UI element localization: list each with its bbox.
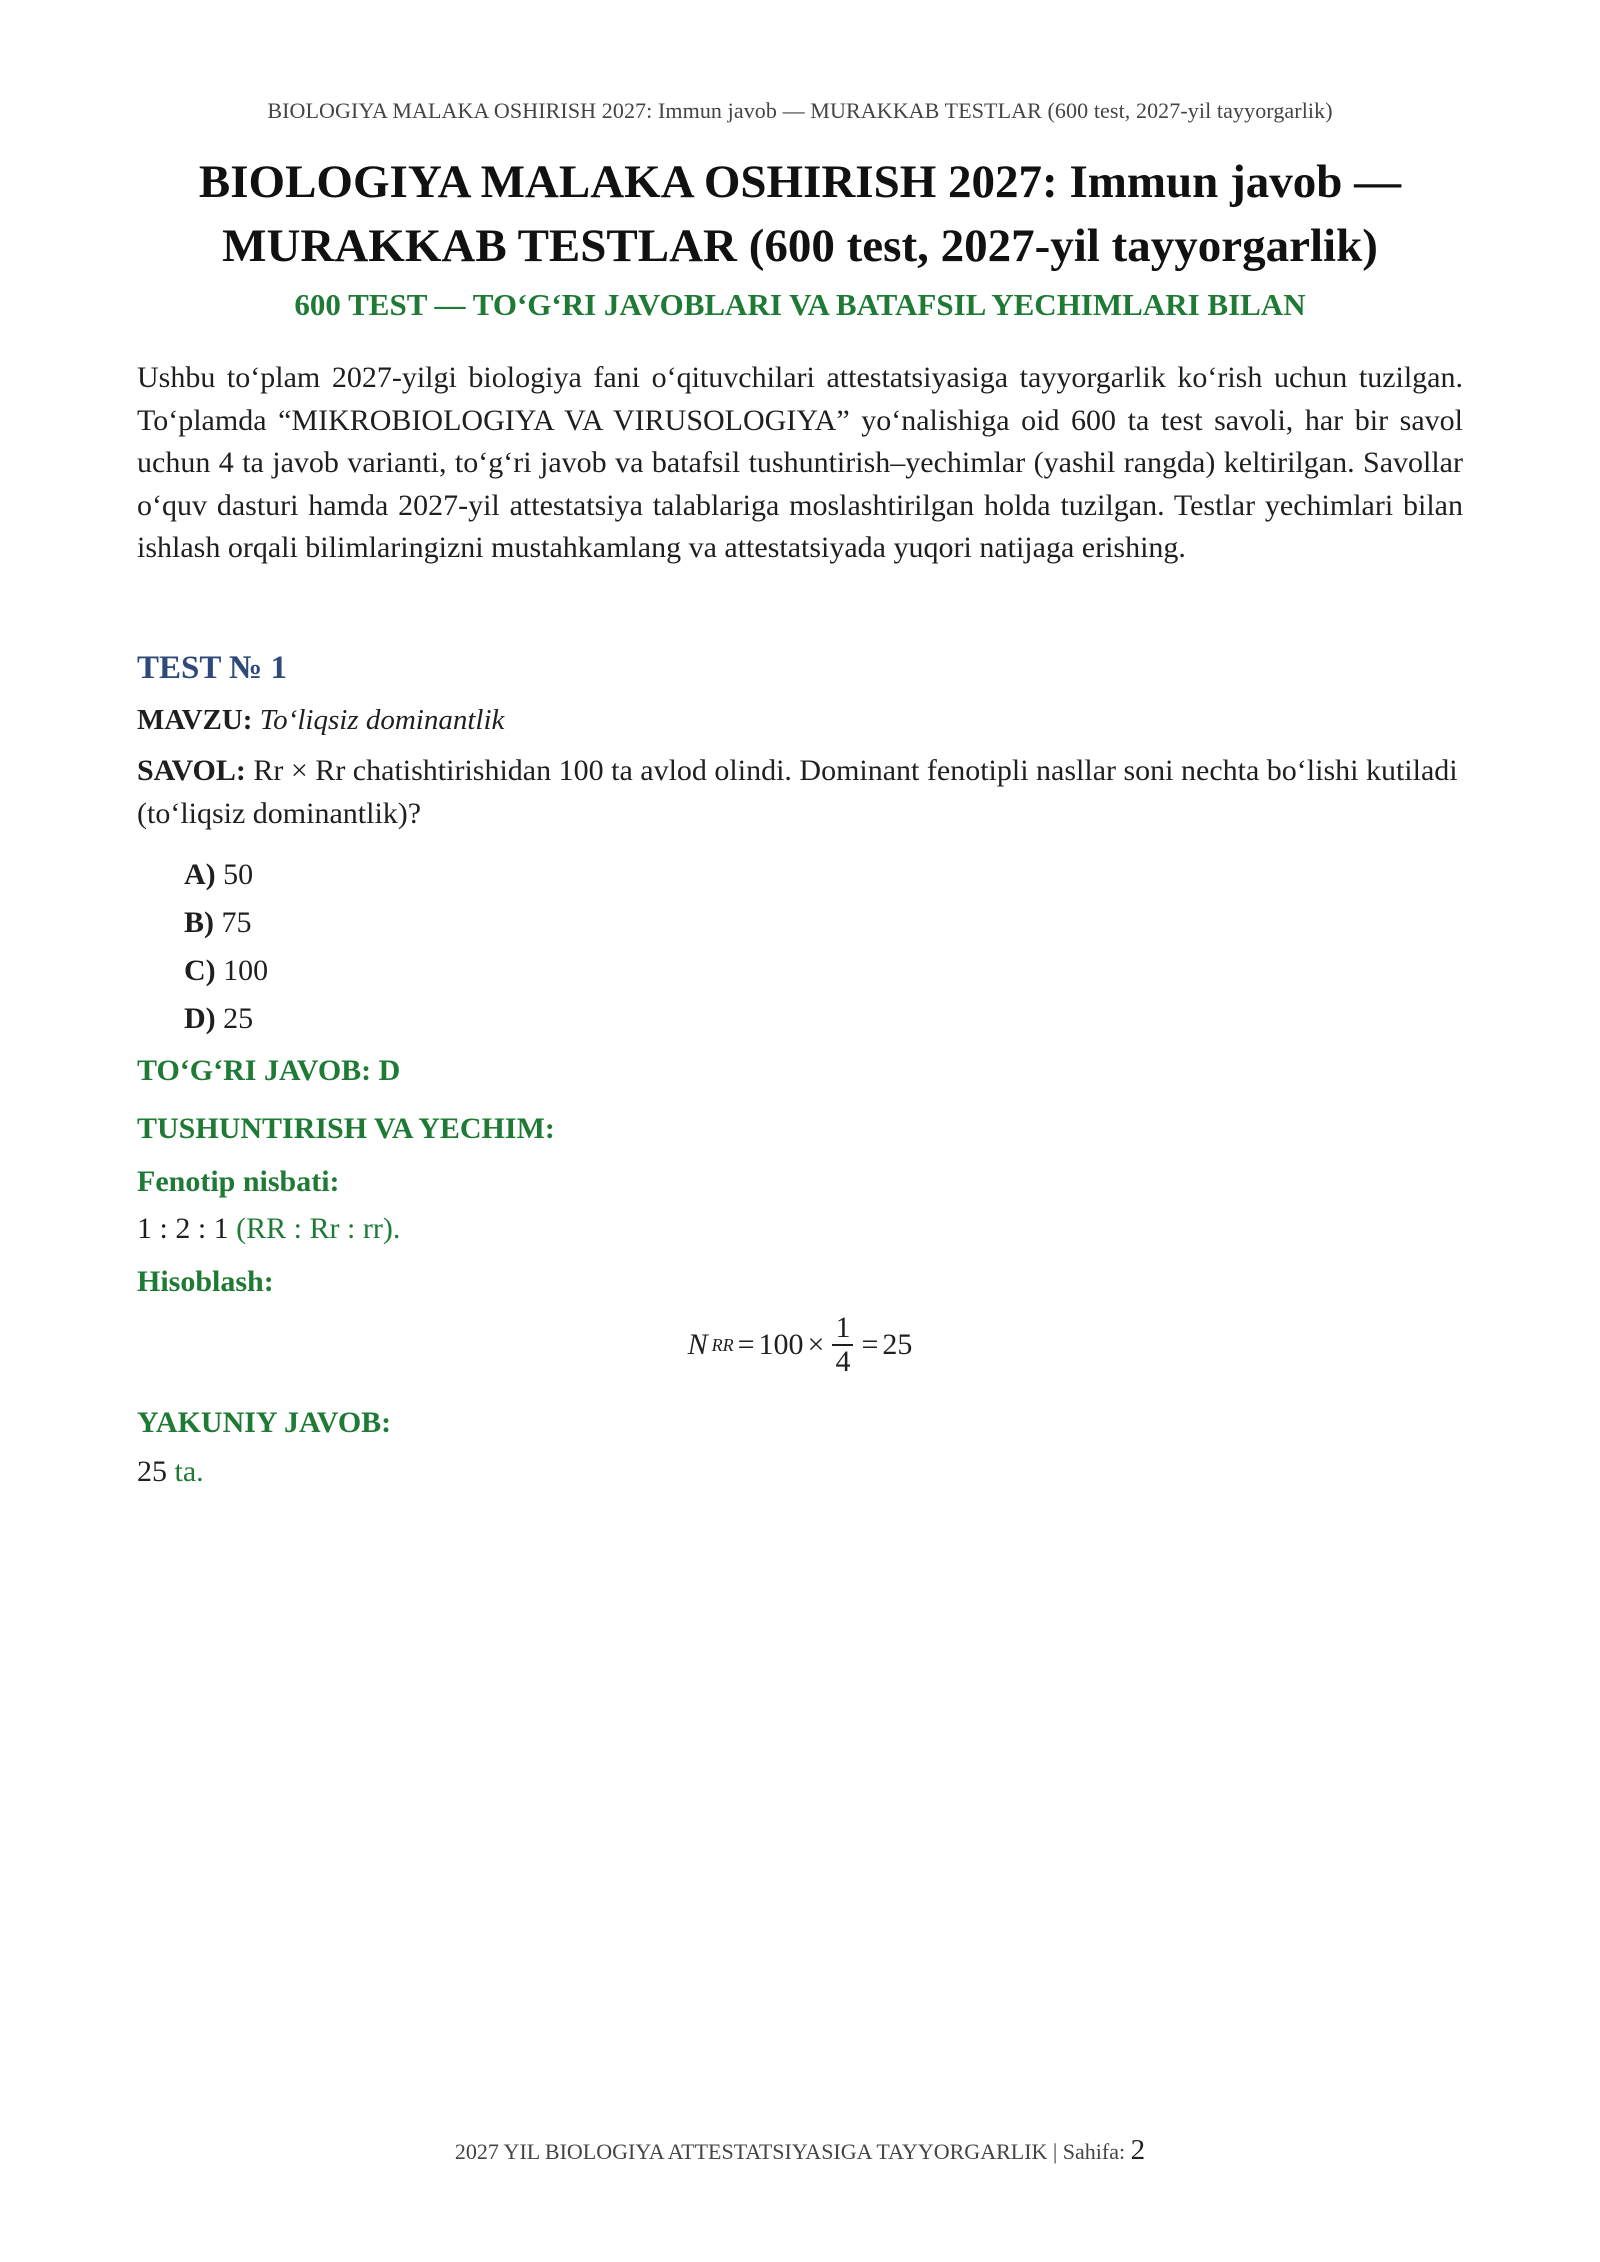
formula-multiplicand: 100 bbox=[758, 1328, 804, 1361]
formula-variable: N bbox=[687, 1328, 708, 1361]
test-topic bbox=[137, 704, 504, 737]
option-letter: D) bbox=[184, 1002, 216, 1035]
formula-times: × bbox=[807, 1328, 825, 1361]
question-text: Rr × Rr chatishtirishidan 100 ta avlod olindi. Dominant fenotipli nasllar soni nechta bo‘lishi kutiladi (to‘liqsiz dominantlik)? bbox=[137, 754, 1458, 830]
formula-fraction bbox=[832, 1312, 853, 1378]
final-answer-unit: ta. bbox=[174, 1455, 204, 1488]
document-title bbox=[137, 150, 1463, 278]
option-letter: C) bbox=[184, 954, 216, 987]
formula-result: 25 bbox=[882, 1328, 913, 1361]
document-subtitle: 600 TEST — TO‘G‘RI JAVOBLARI VA BATAFSIL YECHIMLARI BILAN bbox=[294, 287, 1306, 322]
answer-options bbox=[184, 851, 268, 1043]
test-heading: TEST № 1 bbox=[137, 650, 287, 686]
footer-text: 2027 YIL BIOLOGIYA ATTESTATSIYASIGA TAYYORGARLIK | Sahifa: bbox=[454, 2139, 1126, 2164]
test-question bbox=[137, 750, 1463, 835]
ratio-note: (RR : Rr : rr). bbox=[236, 1212, 401, 1245]
option-c bbox=[184, 947, 268, 995]
correct-answer: TO‘G‘RI JAVOB: D bbox=[137, 1054, 401, 1087]
ratio-numbers: 1 : 2 : 1 bbox=[137, 1212, 229, 1245]
calculation-heading: Hisoblash: bbox=[137, 1265, 274, 1298]
calculation-formula bbox=[0, 1312, 1600, 1378]
formula-subscript: RR bbox=[711, 1334, 734, 1355]
option-text: 50 bbox=[223, 858, 254, 891]
final-answer-heading: YAKUNIY JAVOB: bbox=[137, 1406, 392, 1439]
option-a bbox=[184, 851, 268, 899]
phenotype-ratio bbox=[137, 1212, 400, 1246]
title-line-1: BIOLOGIYA MALAKA OSHIRISH 2027: Immun javob — bbox=[198, 156, 1402, 208]
final-answer-value: 25 bbox=[137, 1455, 167, 1488]
option-text: 100 bbox=[223, 954, 269, 987]
option-d bbox=[184, 995, 268, 1043]
formula-equals-2: = bbox=[861, 1328, 879, 1361]
running-header: BIOLOGIYA MALAKA OSHIRISH 2027: Immun javob — MURAKKAB TESTLAR (600 test, 2027-yil tayyorgarlik) bbox=[267, 98, 1333, 123]
phenotype-heading: Fenotip nisbati: bbox=[137, 1165, 340, 1198]
option-letter: B) bbox=[184, 906, 214, 939]
title-line-2: MURAKKAB TESTLAR (600 test, 2027-yil tayyorgarlik) bbox=[222, 220, 1378, 272]
formula-equals: = bbox=[737, 1328, 755, 1361]
intro-paragraph: Ushbu to‘plam 2027-yilgi biologiya fani o‘qituvchilari attestatsiyasiga tayyorgarlik ko‘rish uchun tuzilgan. To‘plamda “MIKROBIOLOGIYA VA VIRUSOLOGIYA” yo‘nalishiga oid 600 ta test savoli, har bir savol uchun 4 ta javob varianti, to‘g‘ri javob va batafsil tushuntirish–yechimlar (yashil rangda) keltirilgan. Savollar o‘quv dasturi hamda 2027-yil attestatsiya talablariga moslashtirilgan holda tuzilgan. Testlar yechimlari bilan ishlash orqali bilimlaringizni mustahkamlang va attestatsiyada yuqori natijaga erishing. bbox=[137, 361, 1463, 564]
option-b bbox=[184, 899, 268, 947]
explanation-heading: TUSHUNTIRISH VA YECHIM: bbox=[137, 1112, 555, 1145]
option-letter: A) bbox=[184, 858, 216, 891]
final-answer bbox=[137, 1455, 204, 1489]
topic-value: To‘liqsiz dominantlik bbox=[259, 704, 505, 736]
page-footer bbox=[0, 2134, 1600, 2167]
option-text: 75 bbox=[221, 906, 252, 939]
page-number: 2 bbox=[1130, 2134, 1146, 2166]
fraction-numerator: 1 bbox=[832, 1312, 853, 1346]
question-label: SAVOL: bbox=[137, 754, 246, 787]
option-text: 25 bbox=[223, 1002, 254, 1035]
fraction-denominator: 4 bbox=[835, 1345, 851, 1378]
topic-label: MAVZU: bbox=[137, 704, 253, 736]
